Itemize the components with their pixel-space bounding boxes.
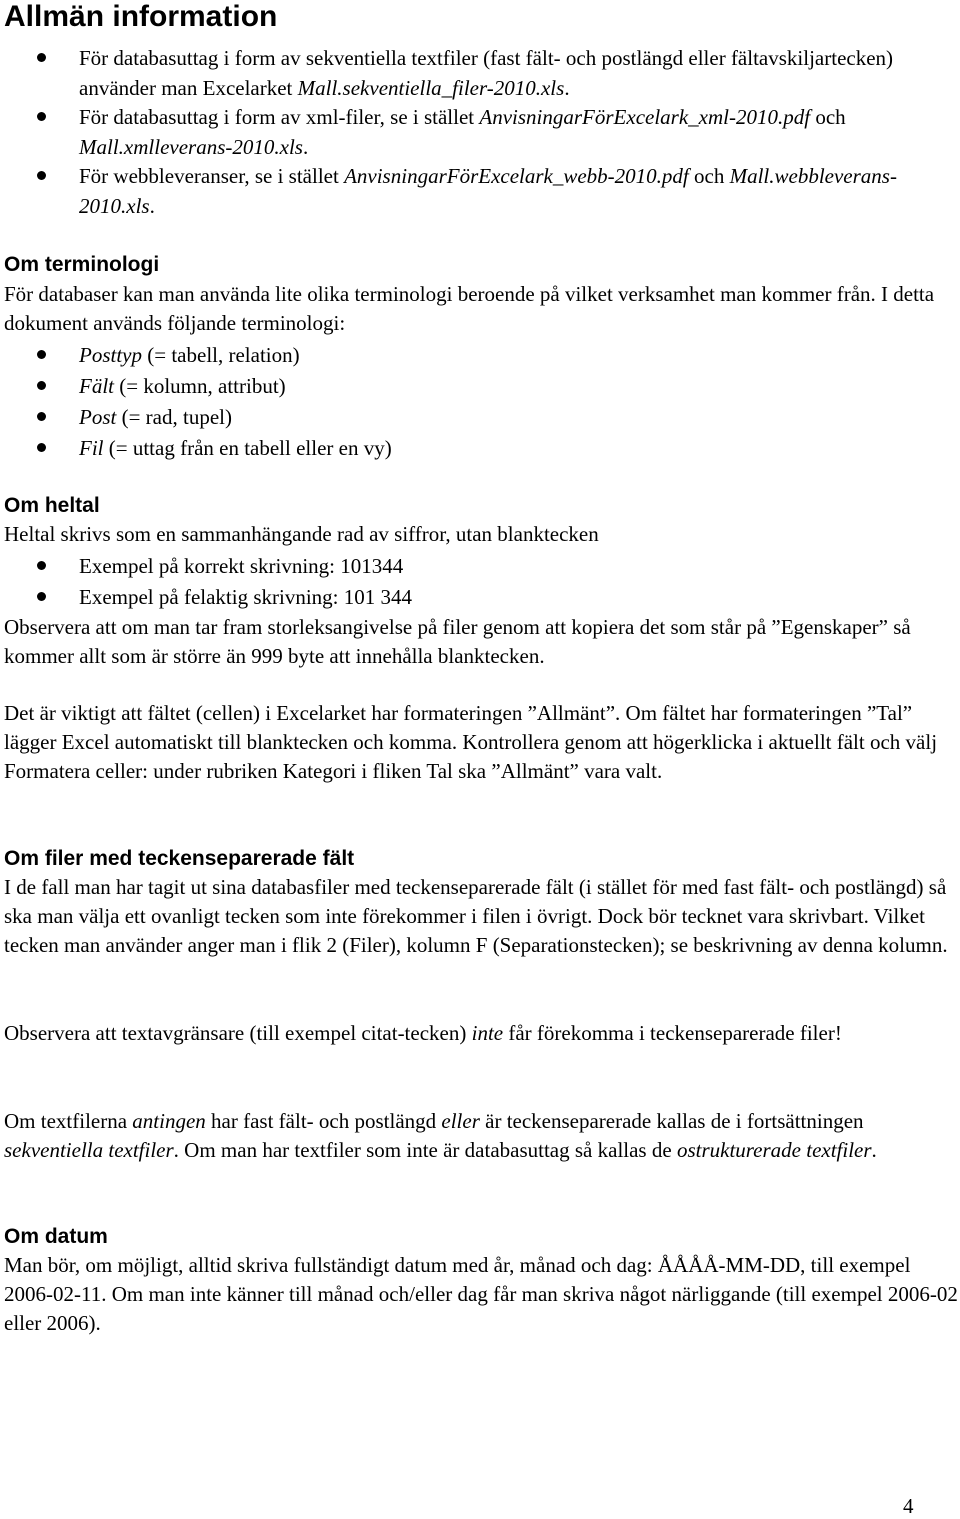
bullet-icon [37,53,46,62]
dates-text: Man bör, om möjligt, alltid skriva fullständigt datum med år, månad och dag: ÅÅÅÅ-MM-DD, till exempel 2006-02-11. Om man inte känner till månad och/eller dag får man skriva något närliggande (till exempel 2006-02 eller 2006). [4,1253,958,1335]
intro-bullet-3-text: För webbleveranser, se i stället [79,164,345,188]
integers-example-correct: Exempel på korrekt skrivning: 101344 [79,554,404,578]
terminology-item-1 [79,340,949,370]
bullet-icon [37,112,46,121]
integers-paragraph-1: Observera att om man tar fram storleksangivelse på filer genom att kopiera det som står på ”Egenskaper” så kommer allt som är större än 999 byte att innehålla blanktecken. [4,615,911,668]
integers-example-incorrect: Exempel på felaktig skrivning: 101 344 [79,585,413,609]
term-description: (= uttag från en tabell eller en vy) [103,436,392,460]
term-description: (= tabell, relation) [142,343,300,367]
terminology-item-2 [79,371,949,401]
emphasis: ostrukturerade textfiler [676,1138,872,1162]
separated-paragraph-3 [4,1107,960,1165]
section-heading-terminology: Om terminologi [4,253,160,276]
term: Fält [79,374,114,398]
terminology-item-4 [79,433,949,463]
term-description: (= rad, tupel) [116,405,232,429]
text-run: får förekomma i teckenseparerade filer! [503,1021,842,1045]
text-run: Om textfilerna [4,1109,133,1133]
intro-bullet-3-end: . [149,194,155,218]
term: Fil [79,436,104,460]
bullet-icon [37,350,46,359]
section-heading-dates: Om datum [4,1225,108,1248]
separated-paragraph-2 [4,1019,960,1048]
bullet-icon [37,171,46,180]
intro-bullet-3 [79,161,949,221]
integers-text: Heltal skrivs som en sammanhängande rad av siffror, utan blanktecken [4,522,599,546]
bullet-icon [37,381,46,390]
term: Post [79,405,117,429]
integers-paragraph-2: Det är viktigt att fältet (cellen) i Excelarket har formateringen ”Allmänt”. Om fältet har formateringen ”Tal” lägger Excel automatiskt till blanktecken och komma. Kontrollera genom att högerklicka i aktuellt fält och välj Formatera celler: under rubriken Kategori i fliken Tal ska ”Allmänt” vara valt. [4,701,938,783]
intro-bullet-3-filename: AnvisningarFörExcelark_webb-2010.pdf [344,164,689,188]
text-run: Observera att textavgränsare (till exempel citat-tecken) [4,1021,472,1045]
intro-bullet-2-filename: AnvisningarFörExcelark_xml-2010.pdf [479,105,811,129]
intro-bullet-1-end: . [564,76,570,100]
text-run: har fast fält- och postlängd [205,1109,442,1133]
page-number: 4 [903,1494,914,1518]
emphasis: inte [471,1021,504,1045]
bullet-icon [37,412,46,421]
bullet-icon [37,561,46,570]
term: Posttyp [79,343,142,367]
intro-bullet-1 [79,43,949,103]
bullet-icon [37,592,46,601]
emphasis: eller [441,1109,480,1133]
intro-bullet-1-filename: Mall.sekventiella_filer-2010.xls [297,76,565,100]
intro-bullet-2-and: och [810,105,846,129]
intro-bullet-2-text: För databasuttag i form av xml-filer, se i stället [79,105,480,129]
intro-bullet-1-text: För databasuttag i form av sekventiella textfiler (fast fält- och postlängd eller fältavskiljartecken) använder man Excelarket [79,46,894,100]
emphasis: antingen [132,1109,206,1133]
intro-bullet-2 [79,102,949,162]
bullet-icon [37,443,46,452]
intro-bullet-2-filename-2: Mall.xmlleverans-2010.xls [79,135,303,159]
page-title: Allmän information [4,0,278,33]
terminology-item-3 [79,402,949,432]
term-description: (= kolumn, attribut) [114,374,286,398]
intro-bullet-3-filename-2: Mall.webbleverans-2010.xls [79,164,897,218]
text-run: . [871,1138,877,1162]
text-run: är teckenseparerade kallas de i fortsättningen [479,1109,864,1133]
intro-bullet-3-and: och [688,164,730,188]
separated-paragraph-1: I de fall man har tagit ut sina databasfiler med teckenseparerade fält (i stället för med fast fält- och postlängd) så ska man välja ett ovanligt tecken som inte förekommer i filen i övrigt. Dock bör tecknet vara skrivbart. Vilket tecken man använder anger man i flik 2 (Filer), kolumn F (Separationstecken); se beskrivning av denna kolumn. [4,875,948,957]
section-heading-integers: Om heltal [4,494,100,517]
text-run: . Om man har textfiler som inte är databasuttag så kallas de [173,1138,677,1162]
section-heading-separated-files: Om filer med teckenseparerade fält [4,847,355,870]
intro-bullet-2-end: . [302,135,309,159]
terminology-text: För databaser kan man använda lite olika terminologi beroende på vilket verksamhet man kommer från. I detta dokument används följande terminologi: [4,282,935,335]
emphasis: sekventiella textfiler [4,1138,174,1162]
